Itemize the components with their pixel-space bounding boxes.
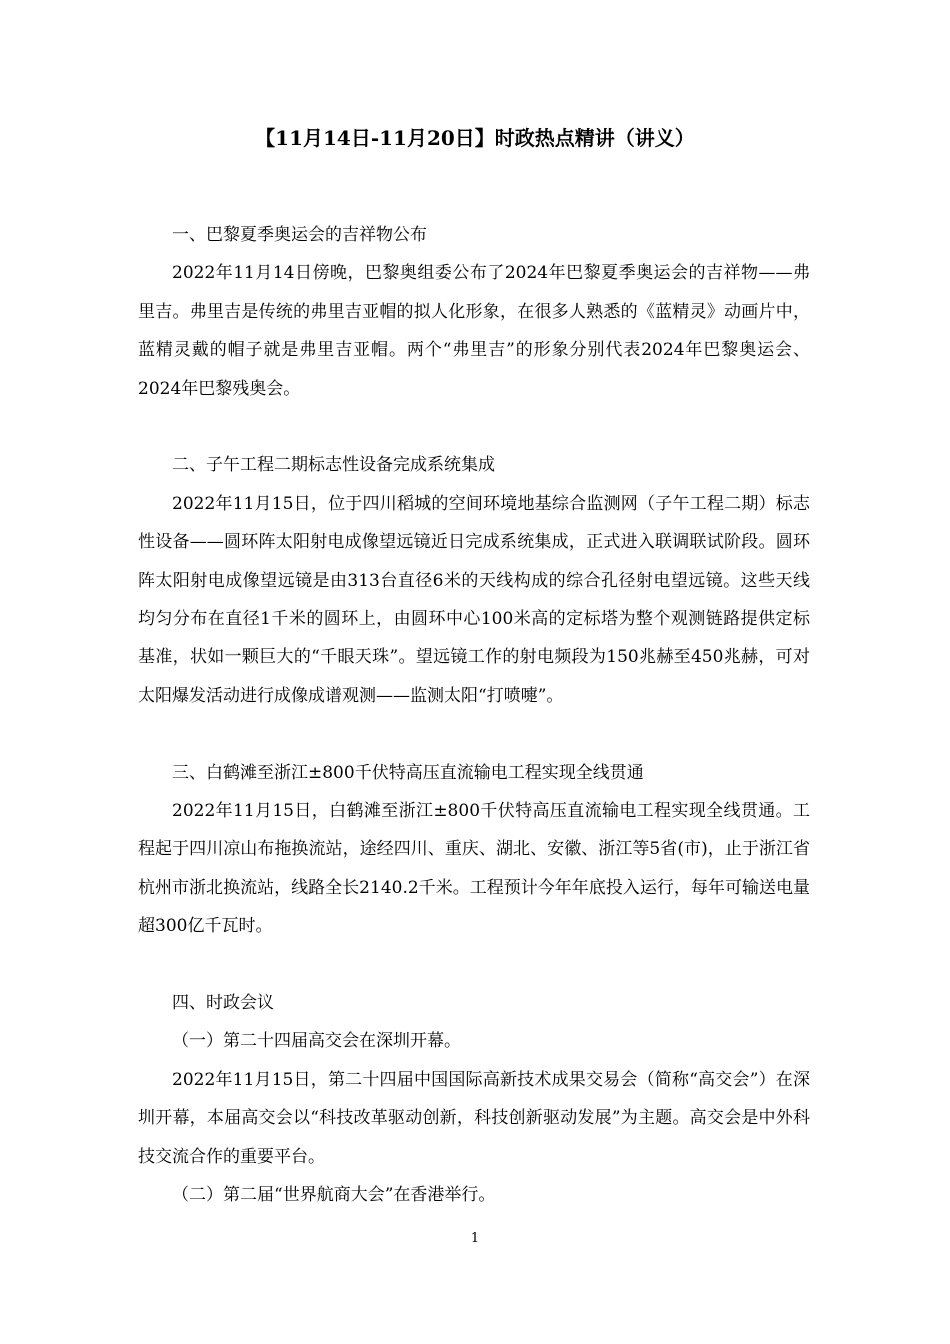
section-gap bbox=[138, 408, 810, 446]
section-2-paragraph: 2022年11月15日，位于四川稻城的空间环境地基综合监测网（子午工程二期）标志性设备——圆环阵太阳射电成像望远镜近日完成系统集成，正式进入联调联试阶段。圆环阵太阳射电成像望远镜是由313台直径6米的天线构成的综合孔径射电望远镜。这些天线均匀分布在直径1千米的圆环上，由圆环中心100米高的定标塔为整个观测链路提供定标基准，状如一颗巨大的“千眼天珠”。望远镜工作的射电频段为150兆赫至450兆赫，可对太阳爆发活动进行成像成谱观测——监测太阳“打喷嚏”。 bbox=[138, 493, 810, 706]
section-gap bbox=[138, 715, 810, 753]
section-4-subheading-1: （一）第二十四届高交会在深圳开幕。 bbox=[172, 1031, 461, 1052]
section-3-paragraph: 2022年11月15日，白鹤滩至浙江±800千伏特高压直流输电工程实现全线贯通。工程起于四川凉山布拖换流站，途经四川、重庆、湖北、安徽、浙江等5省(市)，止于浙江省杭州市浙北换流站，线路全长2140.2千米。工程预计今年年底投入运行，每年可输送电量超300亿千瓦时。 bbox=[138, 801, 810, 937]
section-gap bbox=[138, 946, 810, 984]
page-number: 1 bbox=[470, 1231, 480, 1246]
document-body bbox=[138, 216, 810, 1215]
section-1-heading: 一、巴黎夏季奥运会的吉祥物公布 bbox=[172, 225, 427, 245]
section-1-paragraph: 2022年11月14日傍晚，巴黎奥组委公布了2024年巴黎夏季奥运会的吉祥物——弗里吉。弗里吉是传统的弗里吉亚帽的拟人化形象，在很多人熟悉的《蓝精灵》动画片中，蓝精灵戴的帽子就是弗里吉亚帽。两个“弗里吉”的形象分别代表2024年巴黎奥运会、2024年巴黎残奥会。 bbox=[138, 263, 810, 399]
section-2-heading: 二、子午工程二期标志性设备完成系统集成 bbox=[172, 455, 495, 476]
section-4-heading: 四、时政会议 bbox=[172, 993, 274, 1014]
section-3-heading: 三、白鹤滩至浙江±800千伏特高压直流输电工程实现全线贯通 bbox=[172, 762, 644, 783]
document-title: 【11月14日-11月20日】时政热点精讲（讲义） bbox=[255, 126, 695, 150]
section-4-subheading-2: （二）第二届“世界航商大会”在香港举行。 bbox=[172, 1185, 496, 1206]
section-4-paragraph-1: 2022年11月15日，第二十四届中国国际高新技术成果交易会（简称“高交会”）在深圳开幕，本届高交会以“科技改革驱动创新，科技创新驱动发展”为主题。高交会是中外科技交流合作的重要平台。 bbox=[138, 1069, 810, 1167]
